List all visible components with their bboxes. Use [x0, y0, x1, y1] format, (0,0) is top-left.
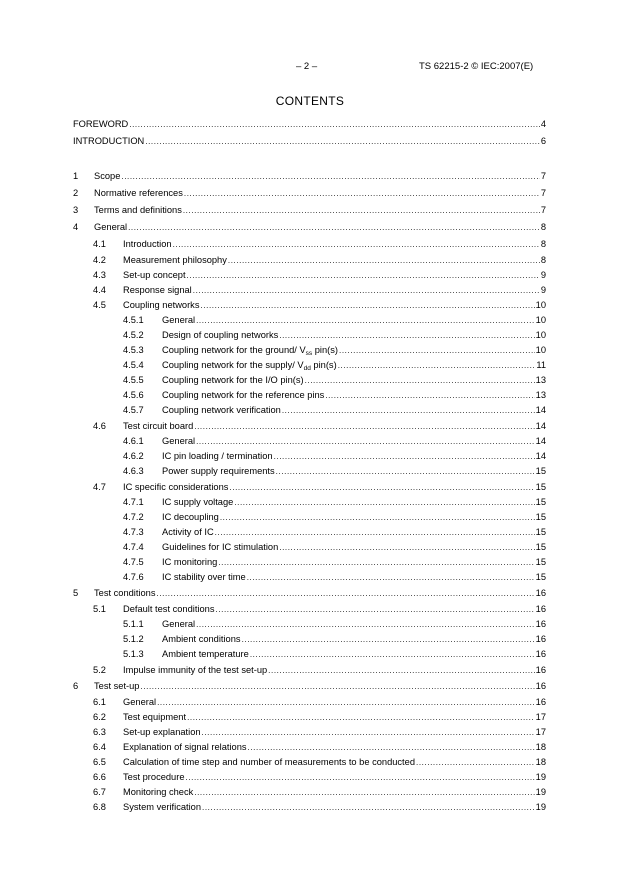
toc-entry-page: 10: [535, 315, 546, 325]
toc-entry[interactable]: [93, 481, 546, 494]
toc-entry-number: 4.7.6: [123, 572, 144, 582]
toc-entry-title: IC stability over time: [162, 572, 246, 582]
toc-entry-title: Guidelines for IC stimulation: [162, 542, 279, 552]
toc-leader-dots: [196, 314, 535, 327]
toc-entry-number: 4.5.1: [123, 315, 144, 325]
toc-entry-page: 18: [535, 757, 546, 767]
toc-leader-dots: [128, 221, 540, 234]
toc-entry-number: 4.7.2: [123, 512, 144, 522]
toc-entry[interactable]: [93, 254, 546, 267]
toc-leader-dots: [276, 465, 535, 478]
toc-entry-page: 7: [540, 171, 546, 181]
toc-entry-page: 15: [535, 542, 546, 552]
toc-entry-page: 14: [535, 451, 546, 461]
toc-entry-title: IC monitoring: [162, 557, 218, 567]
toc-leader-dots: [416, 756, 535, 769]
toc-entry-number: 6.5: [93, 757, 106, 767]
toc-leader-dots: [157, 696, 535, 709]
toc-leader-dots: [220, 511, 535, 524]
toc-entry-title: Impulse immunity of the test set-up: [123, 665, 268, 675]
toc-entry-title: Power supply requirements: [162, 466, 275, 476]
toc-entry-number: 4.1: [93, 239, 106, 249]
toc-entry-number: 5.2: [93, 665, 106, 675]
toc-leader-dots: [200, 299, 534, 312]
toc-entry-page: 8: [540, 239, 546, 249]
toc-leader-dots: [194, 420, 534, 433]
toc-entry-page: 18: [535, 742, 546, 752]
toc-entry-number: 5: [73, 588, 79, 598]
toc-entry-page: 14: [535, 436, 546, 446]
toc-entry-page: 17: [535, 727, 546, 737]
toc-entry-title: Explanation of signal relations: [123, 742, 247, 752]
toc-entry-page: 16: [535, 665, 546, 675]
toc-entry-title: Normative references: [94, 188, 183, 198]
toc-entry[interactable]: [93, 269, 546, 282]
toc-entry-page: 13: [535, 375, 546, 385]
toc-entry-title: Test circuit board: [123, 421, 194, 431]
toc-entry-number: 4.5.2: [123, 330, 144, 340]
toc-entry-number: 4.5.4: [123, 360, 144, 370]
toc-leader-dots: [202, 801, 535, 814]
toc-entry-page: 10: [535, 300, 546, 310]
toc-leader-dots: [157, 587, 535, 600]
toc-entry[interactable]: [123, 329, 546, 342]
toc-leader-dots: [121, 170, 539, 183]
toc-leader-dots: [187, 711, 535, 724]
toc-entry-title: General: [94, 222, 128, 232]
toc-entry[interactable]: [123, 496, 546, 509]
toc-entry-number: 6.7: [93, 787, 106, 797]
toc-entry[interactable]: [73, 587, 546, 600]
toc-leader-dots: [250, 648, 535, 661]
toc-entry-page: 16: [535, 604, 546, 614]
toc-entry-page: 10: [535, 345, 546, 355]
toc-entry-page: 4: [540, 119, 546, 129]
toc-entry[interactable]: [93, 299, 546, 312]
toc-entry-page: 15: [535, 482, 546, 492]
document-reference: TS 62215-2 © IEC:2007(E): [419, 61, 534, 72]
toc-entry-title: IC decoupling: [162, 512, 219, 522]
toc-entry-number: 1: [73, 171, 79, 181]
toc-leader-dots: [229, 481, 534, 494]
toc-entry-title: IC supply voltage: [162, 497, 234, 507]
toc-entry-title: IC specific considerations: [123, 482, 229, 492]
toc-entry-number: 6.1: [93, 697, 106, 707]
toc-leader-dots: [247, 571, 535, 584]
toc-leader-dots: [173, 238, 540, 251]
toc-leader-dots: [339, 344, 535, 357]
toc-entry-number: 4.6.2: [123, 451, 144, 461]
toc-entry-number: 4.5.5: [123, 375, 144, 385]
toc-entry-number: 4.7.3: [123, 527, 144, 537]
toc-leader-dots: [145, 135, 540, 148]
toc-entry[interactable]: [93, 238, 546, 251]
toc-entry-page: 16: [535, 681, 546, 691]
toc-entry-number: 6.2: [93, 712, 106, 722]
toc-entry-number: 4.5: [93, 300, 106, 310]
toc-entry[interactable]: [93, 603, 546, 616]
toc-entry[interactable]: [93, 771, 546, 784]
toc-entry-number: 4.7.5: [123, 557, 144, 567]
toc-entry-title: General: [162, 436, 196, 446]
toc-entry-title: General: [162, 619, 196, 629]
toc-entry-title: Ambient conditions: [162, 634, 241, 644]
toc-entry-title: Coupling network verification: [162, 405, 281, 415]
toc-entry-number: 2: [73, 188, 79, 198]
toc-entry-page: 15: [535, 527, 546, 537]
toc-leader-dots: [129, 118, 540, 131]
toc-entry-page: 16: [535, 697, 546, 707]
toc-entry-page: 15: [535, 466, 546, 476]
toc-leader-dots: [193, 284, 540, 297]
toc-entry-page: 19: [535, 772, 546, 782]
toc-entry-page: 6: [540, 136, 546, 146]
toc-entry-page: 19: [535, 802, 546, 812]
toc-entry-number: 5.1.1: [123, 619, 144, 629]
toc-entry-number: 4: [73, 222, 79, 232]
toc-entry[interactable]: [93, 664, 546, 677]
toc-leader-dots: [268, 664, 534, 677]
toc-entry-number: 4.6.1: [123, 436, 144, 446]
toc-entry[interactable]: [123, 556, 546, 569]
toc-entry[interactable]: [93, 726, 546, 739]
toc-entry[interactable]: [93, 756, 546, 769]
toc-entry-page: 11: [536, 360, 546, 370]
toc-entry-number: 5.1.3: [123, 649, 144, 659]
toc-entry-title: Coupling networks: [123, 300, 200, 310]
toc-entry[interactable]: [123, 511, 546, 524]
toc-leader-dots: [248, 741, 535, 754]
toc-leader-dots: [282, 404, 535, 417]
toc-leader-dots: [202, 726, 535, 739]
toc-entry-page: 7: [540, 205, 546, 215]
toc-entry-title: Test procedure: [123, 772, 185, 782]
toc-leader-dots: [325, 389, 534, 402]
toc-entry-number: 4.3: [93, 270, 106, 280]
toc-leader-dots: [196, 618, 535, 631]
toc-entry-page: 17: [535, 712, 546, 722]
toc-leader-dots: [196, 435, 535, 448]
toc-leader-dots: [194, 786, 534, 799]
toc-leader-dots: [242, 633, 535, 646]
toc-entry[interactable]: [73, 680, 546, 693]
toc-entry-page: 15: [535, 512, 546, 522]
toc-entry[interactable]: [93, 284, 546, 297]
toc-entry-page: 16: [535, 634, 546, 644]
toc-entry[interactable]: [93, 420, 546, 433]
toc-entry-number: 4.5.6: [123, 390, 144, 400]
toc-entry-title: INTRODUCTION: [73, 136, 145, 146]
toc-entry[interactable]: [123, 633, 546, 646]
toc-leader-dots: [218, 556, 534, 569]
toc-entry-title: Coupling network for the supply/ $V_{dd}$ pin(s): [162, 360, 337, 372]
toc-entry-number: 6: [73, 681, 79, 691]
toc-entry-number: 6.4: [93, 742, 106, 752]
toc-entry[interactable]: [93, 711, 546, 724]
toc-entry-page: 15: [535, 497, 546, 507]
toc-leader-dots: [184, 187, 540, 200]
toc-entry[interactable]: [123, 465, 546, 478]
toc-entry[interactable]: [93, 741, 546, 754]
toc-entry[interactable]: [123, 571, 546, 584]
toc-entry[interactable]: [123, 541, 546, 554]
toc-entry[interactable]: [123, 618, 546, 631]
toc-leader-dots: [279, 329, 534, 342]
toc-entry-number: 6.8: [93, 802, 106, 812]
toc-entry-number: 4.6.3: [123, 466, 144, 476]
toc-entry-title: Ambient temperature: [162, 649, 249, 659]
toc-entry-number: 4.7: [93, 482, 106, 492]
toc-entry-page: 8: [540, 222, 546, 232]
toc-entry-title: General: [162, 315, 196, 325]
toc-entry-title: Introduction: [123, 239, 172, 249]
toc-entry-title: Test set-up: [94, 681, 140, 691]
toc-leader-dots: [140, 680, 534, 693]
toc-entry-page: 14: [535, 421, 546, 431]
toc-entry[interactable]: [73, 204, 546, 217]
toc-entry-title: Activity of IC: [162, 527, 214, 537]
toc-entry-number: 4.2: [93, 255, 106, 265]
toc-leader-dots: [305, 374, 535, 387]
toc-leader-dots: [186, 771, 535, 784]
toc-entry[interactable]: [73, 135, 546, 148]
toc-entry-number: 4.4: [93, 285, 106, 295]
toc-leader-dots: [279, 541, 534, 554]
page-number: – 2 –: [296, 61, 318, 72]
toc-entry[interactable]: [123, 435, 546, 448]
toc-leader-dots: [187, 269, 540, 282]
toc-entry[interactable]: [123, 374, 546, 387]
toc-entry-title: Terms and definitions: [94, 205, 182, 215]
toc-entry[interactable]: [93, 786, 546, 799]
toc-entry[interactable]: [123, 359, 546, 372]
toc-entry-title: System verification: [123, 802, 202, 812]
toc-entry-title: Scope: [94, 171, 121, 181]
toc-entry-number: 4.5.3: [123, 345, 144, 355]
toc-entry-title: IC pin loading / termination: [162, 451, 273, 461]
toc-entry-title: Coupling network for the I/O pin(s): [162, 375, 304, 385]
toc-entry[interactable]: [123, 344, 546, 357]
toc-leader-dots: [338, 359, 536, 372]
toc-entry[interactable]: [123, 314, 546, 327]
toc-entry[interactable]: [73, 170, 546, 183]
toc-entry-title: Monitoring check: [123, 787, 194, 797]
toc-leader-dots: [228, 254, 540, 267]
toc-entry[interactable]: [73, 118, 546, 131]
toc-entry-number: 6.6: [93, 772, 106, 782]
toc-leader-dots: [234, 496, 534, 509]
toc-entry-page: 9: [540, 285, 546, 295]
toc-entry-title: Coupling network for the ground/ $V_{ss}$ pin(s): [162, 345, 339, 357]
toc-entry[interactable]: [73, 221, 546, 234]
toc-entry-page: 15: [535, 572, 546, 582]
toc-entry-number: 6.3: [93, 727, 106, 737]
toc-entry[interactable]: [123, 450, 546, 463]
toc-entry-page: 13: [535, 390, 546, 400]
toc-entry-number: 4.7.1: [123, 497, 144, 507]
toc-entry-page: 10: [535, 330, 546, 340]
toc-entry-number: 3: [73, 205, 79, 215]
toc-entry-title: Measurement philosophy: [123, 255, 227, 265]
toc-entry[interactable]: [123, 648, 546, 661]
toc-entry-page: 16: [535, 588, 546, 598]
toc-leader-dots: [215, 526, 535, 539]
toc-entry-title: Test equipment: [123, 712, 187, 722]
toc-entry-number: 4.5.7: [123, 405, 144, 415]
toc-entry-page: 7: [540, 188, 546, 198]
toc-entry-number: 5.1.2: [123, 634, 144, 644]
toc-leader-dots: [274, 450, 535, 463]
toc-entry-title: Design of coupling networks: [162, 330, 279, 340]
toc-entry-number: 4.7.4: [123, 542, 144, 552]
toc-leader-dots: [183, 204, 540, 217]
toc-entry-number: 4.6: [93, 421, 106, 431]
toc-entry-title: General: [123, 697, 157, 707]
toc-entry[interactable]: [123, 526, 546, 539]
toc-entry-page: 16: [535, 619, 546, 629]
toc-entry-page: 16: [535, 649, 546, 659]
toc-entry-title: Coupling network for the reference pins: [162, 390, 325, 400]
toc-leader-dots: [215, 603, 534, 616]
toc-entry-title: Calculation of time step and number of measurements to be conducted: [123, 757, 415, 767]
toc-entry[interactable]: [93, 801, 546, 814]
toc-entry[interactable]: [73, 187, 546, 200]
page-title: CONTENTS: [275, 94, 345, 108]
toc-entry-page: 15: [535, 557, 546, 567]
toc-entry-title: Test conditions: [94, 588, 156, 598]
toc-entry-title: Set-up concept: [123, 270, 186, 280]
toc-entry-title: Default test conditions: [123, 604, 215, 614]
toc-entry-page: 9: [540, 270, 546, 280]
toc-entry-page: 19: [535, 787, 546, 797]
toc-entry[interactable]: [123, 389, 546, 402]
toc-entry-title: Response signal: [123, 285, 192, 295]
toc-entry[interactable]: [123, 404, 546, 417]
toc-entry-page: 8: [540, 255, 546, 265]
toc-entry[interactable]: [93, 696, 546, 709]
toc-entry-page: 14: [535, 405, 546, 415]
toc-entry-number: 5.1: [93, 604, 106, 614]
toc-entry-title: FOREWORD: [73, 119, 129, 129]
toc-entry-title: Set-up explanation: [123, 727, 201, 737]
